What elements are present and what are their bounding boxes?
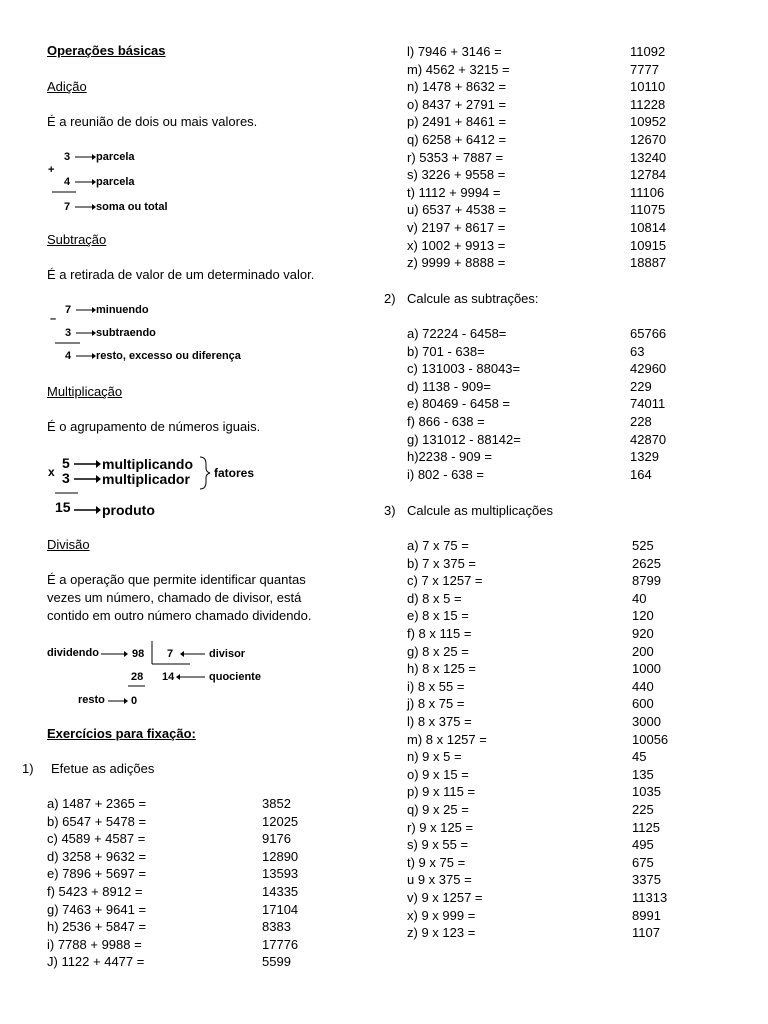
exercise-answer: 120 (632, 608, 654, 624)
exercise-answer: 10814 (630, 220, 667, 235)
exercise-answer: 11106 (630, 184, 665, 200)
exercise-question: e) 7896 + 5697 = (47, 866, 147, 882)
exercise-question: b) 701 - 638= (407, 343, 485, 359)
exercicios-title: Exercícios para fixação: (47, 726, 196, 741)
exercise-answer: 10110 (630, 79, 666, 95)
multiplicacao-sign: x (48, 465, 55, 479)
exercise-question: g) 8 x 25 = (407, 643, 469, 659)
exercise-answer: 8799 (632, 573, 661, 589)
exercise-answer: 9176 (262, 831, 291, 847)
exercise-answer: 164 (630, 466, 652, 482)
exercise-answer: 17776 (262, 936, 299, 952)
exercise-question: d) 3258 + 9632 = (47, 848, 147, 864)
exercise-answer: 12890 (262, 848, 299, 864)
subtracao-n2: 3 (65, 327, 72, 339)
exercise-answer: 10915 (630, 237, 667, 253)
exercise-question: r) 9 x 125 = (407, 819, 474, 835)
exercise-question: u) 6537 + 4538 = (407, 202, 507, 218)
subtracao-n3-label: resto, excesso ou diferença (96, 350, 241, 362)
ex3-title: Calcule as multiplicações (407, 503, 553, 518)
exercise-question: o) 9 x 15 = (407, 766, 469, 782)
exercise-answer: 45 (632, 749, 647, 765)
exercise-answer: 18887 (630, 255, 667, 271)
exercise-answer: 11092 (630, 44, 666, 59)
subtracao-n1: 7 (65, 304, 72, 316)
divisao-quociente-label: quociente (209, 671, 261, 683)
exercise-question: s) 3226 + 9558 = (407, 167, 506, 183)
exercise-question: m) 4562 + 3215 = (407, 61, 510, 77)
exercise-question: q) 6258 + 6412 = (407, 132, 507, 147)
exercise-question: f) 5423 + 8912 = (47, 884, 143, 899)
multiplicacao-definition: É o agrupamento de números iguais. (47, 419, 261, 434)
divisao-dividendo-label: dividendo (47, 647, 99, 659)
exercise-question: e) 80469 - 6458 = (407, 396, 510, 412)
exercise-question: n) 1478 + 8632 = (407, 79, 507, 95)
exercise-question: h) 8 x 125 = (407, 661, 477, 677)
ex2-number: 2) (384, 291, 396, 306)
exercise-question: v) 2197 + 8617 = (407, 220, 506, 235)
multiplicacao-group-label: fatores (214, 466, 255, 480)
exercise-answer: 229 (630, 378, 652, 394)
exercise-answer: 1125 (632, 819, 660, 835)
exercise-answer: 12670 (630, 132, 667, 147)
subtracao-n3: 4 (65, 350, 72, 362)
exercise-question: b) 7 x 375 = (407, 555, 477, 571)
exercise-answer: 7777 (630, 61, 659, 77)
subtracao-n1-label: minuendo (96, 304, 149, 316)
divisao-lines (0, 0, 1, 1)
subtracao-definition: É a retirada de valor de um determinado valor. (47, 267, 315, 282)
exercise-answer: 600 (632, 696, 654, 712)
exercise-answer: 11075 (630, 202, 666, 218)
multiplicacao-n3: 15 (55, 499, 71, 515)
exercise-question: b) 6547 + 5478 = (47, 813, 147, 829)
exercise-question: a) 7 x 75 = (407, 538, 469, 553)
adicao-n3-label: soma ou total (96, 201, 168, 213)
exercise-answer: 225 (632, 802, 654, 817)
exercise-question: u 9 x 375 = (407, 872, 472, 888)
exercise-answer: 10952 (630, 114, 667, 130)
exercise-answer: 1000 (632, 661, 661, 677)
divisao-divisor: 7 (167, 648, 174, 660)
exercise-answer: 12784 (630, 167, 667, 183)
exercise-answer: 3852 (262, 796, 291, 811)
exercise-question: i) 7788 + 9988 = (47, 936, 142, 952)
multiplicacao-heading: Multiplicação (47, 384, 123, 399)
exercise-question: t) 1112 + 9994 = (407, 184, 501, 200)
multiplicacao-n1-label: multiplicando (102, 456, 193, 472)
exercise-answer: 3000 (632, 714, 661, 729)
exercise-answer: 42960 (630, 361, 667, 377)
exercise-question: l) 8 x 375 = (407, 714, 472, 729)
multiplicacao-n1: 5 (62, 455, 70, 471)
divisao-definition-line-3: contido em outro número chamado dividendo. (47, 608, 312, 623)
exercise-answer: 8383 (262, 919, 291, 935)
exercise-question: a) 1487 + 2365 = (47, 796, 147, 811)
divisao-definition-line-2: vezes um número, chamado de divisor, está (47, 590, 302, 605)
exercise-answer: 13240 (630, 149, 667, 165)
ex1-title: Efetue as adições (51, 761, 155, 776)
exercise-answer: 440 (632, 678, 654, 694)
exercise-question: h) 2536 + 5847 = (47, 919, 147, 935)
exercise-question: d) 1138 - 909= (407, 378, 491, 394)
exercise-answer: 65766 (630, 326, 667, 341)
exercise-question: j) 8 x 75 = (407, 696, 465, 712)
adicao-n3: 7 (64, 201, 71, 213)
divisao-quociente: 14 (162, 671, 175, 683)
exercise-answer: 1107 (632, 925, 660, 941)
exercise-question: t) 9 x 75 = (407, 854, 466, 870)
exercise-question: i) 802 - 638 = (407, 466, 484, 482)
exercise-question: c) 7 x 1257 = (407, 573, 483, 589)
adicao-sign: + (48, 164, 55, 176)
exercise-answer: 920 (632, 626, 654, 641)
exercise-question: l) 7946 + 3146 = (407, 44, 502, 59)
exercise-question: m) 8 x 1257 = (407, 731, 487, 747)
exercise-answer: 675 (632, 854, 654, 870)
exercise-answer: 74011 (630, 396, 666, 412)
exercise-question: h)2238 - 909 = (407, 449, 492, 465)
exercise-question: x) 9 x 999 = (407, 907, 476, 923)
exercise-question: z) 9999 + 8888 = (407, 255, 506, 271)
page-title: Operações básicas (47, 43, 166, 58)
adicao-n1: 3 (64, 151, 71, 163)
exercise-question: g) 7463 + 9641 = (47, 901, 147, 917)
multiplicacao-n2-label: multiplicador (102, 471, 190, 487)
ex2-title: Calcule as subtrações: (407, 291, 539, 306)
exercise-question: f) 866 - 638 = (407, 414, 485, 429)
multiplicacao-n2: 3 (62, 470, 70, 486)
exercise-answer: 17104 (262, 901, 299, 917)
exercise-question: e) 8 x 15 = (407, 608, 469, 624)
exercise-question: z) 9 x 123 = (407, 925, 476, 941)
exercise-answer: 12025 (262, 813, 299, 829)
adicao-n1-label: parcela (96, 151, 135, 163)
multiplicacao-n3-label: produto (102, 502, 155, 518)
subtracao-heading: Subtração (47, 232, 107, 247)
divisao-resto: 0 (131, 695, 138, 707)
adicao-n2-label: parcela (96, 176, 135, 188)
divisao-partial: 28 (131, 671, 144, 683)
exercise-question: o) 8437 + 2791 = (407, 96, 507, 112)
subtracao-sign: – (50, 313, 57, 325)
exercise-question: a) 72224 - 6458= (407, 326, 507, 341)
exercise-answer: 13593 (262, 866, 299, 882)
exercise-question: c) 131003 - 88043= (407, 361, 521, 377)
exercise-question: i) 8 x 55 = (407, 678, 465, 694)
exercise-answer: 525 (632, 538, 654, 553)
exercise-question: q) 9 x 25 = (407, 802, 469, 817)
exercise-answer: 228 (630, 414, 652, 429)
exercise-answer: 2625 (632, 555, 661, 571)
exercise-answer: 495 (632, 837, 654, 853)
ex1-number: 1) (22, 761, 34, 776)
divisao-divisor-label: divisor (209, 648, 246, 660)
exercise-question: p) 2491 + 8461 = (407, 114, 507, 130)
exercise-answer: 10056 (632, 731, 669, 747)
exercise-answer: 1329 (630, 449, 659, 465)
exercise-answer: 11313 (632, 890, 668, 905)
divisao-heading: Divisão (47, 537, 90, 552)
divisao-definition-line-1: É a operação que permite identificar quantas (47, 572, 306, 587)
exercise-question: p) 9 x 115 = (407, 784, 476, 800)
exercise-answer: 42870 (630, 431, 667, 447)
subtracao-n2-label: subtraendo (96, 327, 156, 339)
exercise-answer: 200 (632, 643, 654, 659)
exercise-question: c) 4589 + 4587 = (47, 831, 146, 847)
adicao-n2: 4 (64, 176, 71, 188)
exercise-answer: 5599 (262, 954, 291, 970)
divisao-dividendo: 98 (132, 648, 145, 660)
exercise-question: d) 8 x 5 = (407, 590, 462, 606)
exercise-answer: 1035 (632, 784, 661, 800)
exercise-question: f) 8 x 115 = (407, 626, 472, 641)
exercise-question: J) 1122 + 4477 = (47, 954, 145, 970)
exercise-question: x) 1002 + 9913 = (407, 237, 506, 253)
exercise-question: s) 9 x 55 = (407, 837, 469, 853)
exercise-answer: 14335 (262, 884, 299, 899)
exercise-answer: 63 (630, 343, 645, 359)
exercise-question: n) 9 x 5 = (407, 749, 462, 765)
adicao-heading: Adição (47, 79, 87, 94)
exercise-question: v) 9 x 1257 = (407, 890, 483, 905)
exercise-answer: 11228 (630, 96, 666, 112)
exercise-answer: 40 (632, 590, 647, 606)
adicao-definition: É a reunião de dois ou mais valores. (47, 114, 258, 129)
divisao-resto-label: resto (78, 694, 105, 706)
exercise-answer: 8991 (632, 907, 661, 923)
exercise-question: g) 131012 - 88142= (407, 431, 521, 447)
ex3-number: 3) (384, 503, 396, 518)
exercise-answer: 3375 (632, 872, 661, 888)
exercise-answer: 135 (632, 766, 654, 782)
exercise-question: r) 5353 + 7887 = (407, 149, 504, 165)
